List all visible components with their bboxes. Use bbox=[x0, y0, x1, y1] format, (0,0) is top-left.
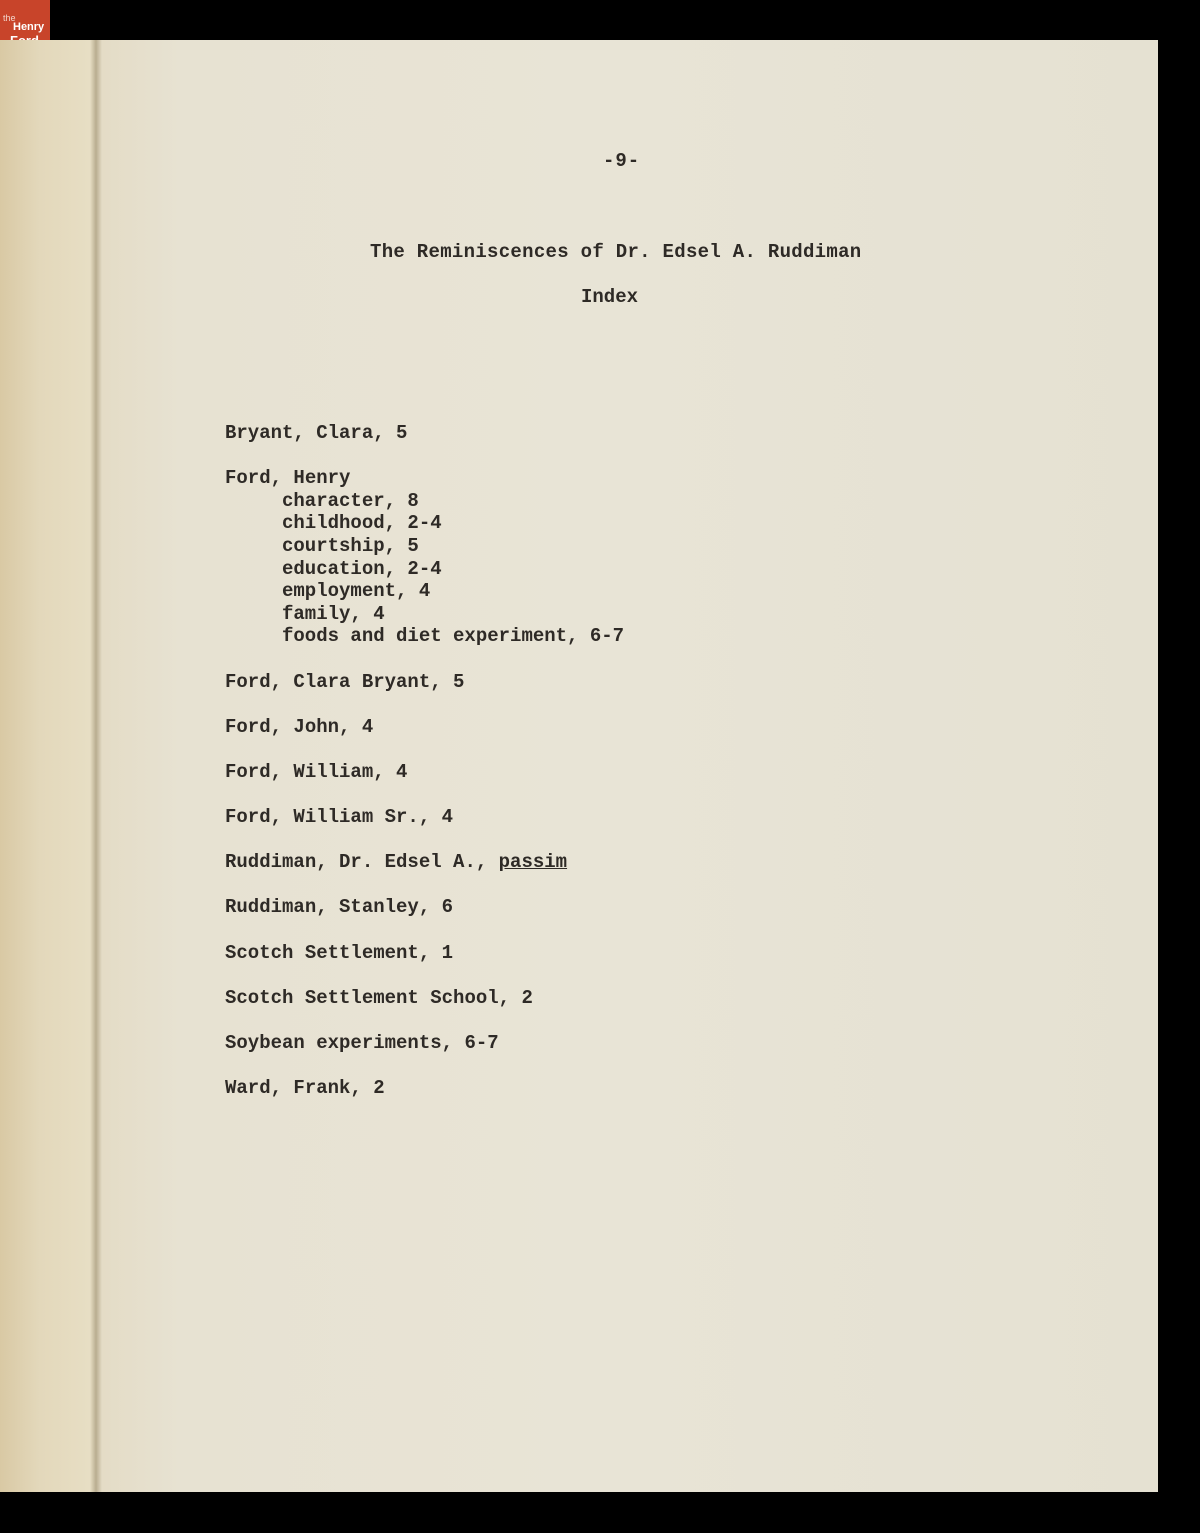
document-title: The Reminiscences of Dr. Edsel A. Ruddiman bbox=[370, 241, 862, 263]
index-entry bbox=[225, 422, 624, 445]
index-entry bbox=[225, 851, 624, 874]
index-entry bbox=[225, 671, 624, 694]
document-text bbox=[100, 40, 1158, 1492]
index-subentry: courtship, 5 bbox=[282, 534, 419, 557]
logo-the: the bbox=[3, 13, 16, 23]
index-entry bbox=[225, 467, 624, 648]
index-entry bbox=[225, 1077, 624, 1100]
index-entry-label: Soybean experiments, 6-7 bbox=[225, 1032, 499, 1055]
logo-henry: Henry bbox=[13, 21, 45, 33]
index-entry bbox=[225, 1032, 624, 1055]
index-subentry: employment, 4 bbox=[282, 580, 431, 603]
index-entry-label bbox=[225, 851, 624, 874]
index-subentry: foods and diet experiment, 6-7 bbox=[282, 625, 625, 648]
index-heading: Index bbox=[581, 286, 639, 308]
index-entry-label: Bryant, Clara, 5 bbox=[225, 422, 408, 444]
index-subentry: education, 2-4 bbox=[282, 557, 442, 580]
index-entry-label: Ford, William, 4 bbox=[225, 760, 408, 783]
index-subentries bbox=[225, 490, 624, 648]
index-entry-label: Ford, Henry bbox=[225, 467, 351, 490]
index-entry-label: Scotch Settlement, 1 bbox=[225, 941, 454, 964]
index-entry bbox=[225, 987, 624, 1010]
index-entry bbox=[225, 806, 624, 829]
index-entry bbox=[225, 942, 624, 965]
index-subentry: character, 8 bbox=[282, 489, 419, 512]
index-subentry: family, 4 bbox=[282, 602, 385, 625]
index-entry-label: Ford, William Sr., 4 bbox=[225, 806, 454, 829]
index-entry-name: Ruddiman, Dr. Edsel A., bbox=[225, 851, 499, 874]
index-entry bbox=[225, 716, 624, 739]
index-entry-label: Ford, John, 4 bbox=[225, 715, 374, 738]
index-list bbox=[225, 422, 624, 1122]
passim-note: passim bbox=[498, 851, 568, 874]
index-entry bbox=[225, 896, 624, 919]
index-entry-label: Ford, Clara Bryant, 5 bbox=[225, 670, 465, 693]
index-entry-label: Ruddiman, Stanley, 6 bbox=[225, 896, 454, 919]
index-entry-label: Ward, Frank, 2 bbox=[225, 1077, 385, 1100]
index-entry-label: Scotch Settlement School, 2 bbox=[225, 986, 533, 1009]
index-entry bbox=[225, 761, 624, 784]
page-number: -9- bbox=[603, 150, 641, 172]
index-subentry: childhood, 2-4 bbox=[282, 512, 442, 535]
